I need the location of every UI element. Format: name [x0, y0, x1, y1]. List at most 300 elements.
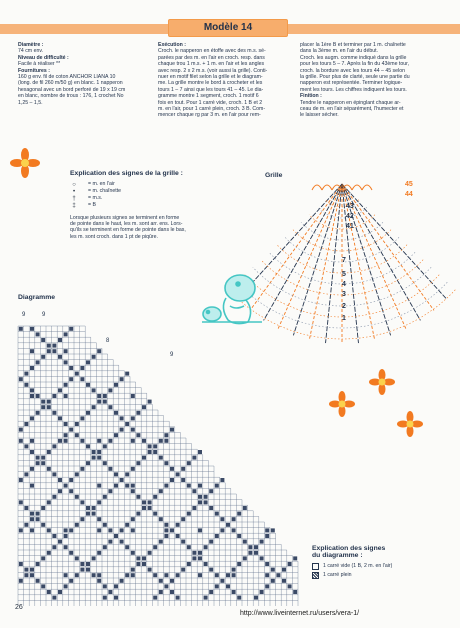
diagram-filled-square: [215, 584, 219, 588]
diagram-filled-square: [58, 590, 62, 594]
legend-note-line: les m. sont croch. dans 1 pt de piqûre.: [70, 233, 158, 240]
diagram-filled-square: [120, 416, 124, 420]
diagram-filled-square: [41, 556, 45, 560]
diagram-filled-square: [260, 556, 264, 560]
diagram-filled-square: [215, 534, 219, 538]
filet-diagram: [10, 308, 310, 608]
execution-line: mencer chaque rg par 3 m. en l'air pour rem-: [158, 112, 261, 119]
difficulty-label: Niveau de difficulté :: [18, 54, 69, 61]
diagram-filled-square: [64, 383, 68, 387]
dimensions-value: 74 cm env.: [18, 48, 43, 55]
diagram-filled-square: [232, 528, 236, 532]
diagram-filled-square: [131, 517, 135, 521]
diagram-filled-square: [108, 467, 112, 471]
diagram-filled-square: [36, 562, 40, 566]
diagram-filled-square: [271, 568, 275, 572]
diagram-filled-square: [232, 568, 236, 572]
diagram-filled-square: [265, 584, 269, 588]
supplies-text: [18, 74, 153, 106]
diagram-legend-heading-2: du diagramme :: [312, 552, 363, 559]
legend-empty-text: 1 carré vide (1 B, 2 m. en l'air): [323, 563, 393, 570]
diagram-filled-square: [153, 444, 157, 448]
diagram-filled-square: [64, 360, 68, 364]
diagram-filled-square: [293, 556, 297, 560]
diagram-filled-square: [52, 444, 56, 448]
diagram-filled-square: [271, 579, 275, 583]
diagram-filled-square: [41, 456, 45, 460]
diagram-filled-square: [120, 528, 124, 532]
diagram-filled-square: [187, 562, 191, 566]
grille-stitch-column: [264, 184, 342, 320]
diagram-top-mark: 8: [106, 338, 110, 344]
diagram-filled-square: [97, 517, 101, 521]
diagram-filled-square: [47, 590, 51, 594]
diagram-filled-square: [30, 416, 34, 420]
diagram-filled-square: [64, 573, 68, 577]
diagram-filled-square: [75, 523, 79, 527]
diagram-filled-square: [148, 450, 152, 454]
diagram-filled-square: [170, 579, 174, 583]
diagram-filled-square: [125, 545, 129, 549]
flower-decoration-icon: [328, 390, 356, 418]
diagram-filled-square: [86, 461, 90, 465]
diagram-top-mark: 9: [42, 312, 46, 318]
diagram-filled-square: [52, 534, 56, 538]
diagram-filled-square: [215, 484, 219, 488]
stitch-symbol-text: = m.s.: [88, 195, 103, 202]
diagram-filled-square: [125, 472, 129, 476]
diagram-filled-square: [125, 573, 129, 577]
diagram-filled-square: [97, 456, 101, 460]
diagram-filled-square: [24, 506, 28, 510]
diagram-filled-square: [181, 517, 185, 521]
diagram-filled-square: [220, 579, 224, 583]
execution-line: avec resp. 2 x 2 m.s. (voir aussi la grille). Conti-: [158, 67, 268, 74]
finishing-line: ceau de m. en l'air séparément, l'humecter et: [300, 106, 404, 113]
diagram-filled-square: [64, 349, 68, 353]
grid-legend-row: [66, 195, 245, 202]
diagram-filled-square: [103, 461, 107, 465]
diagram-filled-square: [36, 360, 40, 364]
execution-line: chaque trou 1 m.s. + 1 m. en l'air et les angles: [158, 61, 265, 68]
diagram-filled-square: [164, 433, 168, 437]
diagram-filled-square: [136, 461, 140, 465]
diagram-filled-square: [198, 500, 202, 504]
diagram-filled-square: [52, 545, 56, 549]
diagram-filled-square: [288, 584, 292, 588]
diagram-filled-square: [58, 478, 62, 482]
diagram-filled-square: [243, 506, 247, 510]
diagram-filled-square: [103, 495, 107, 499]
diagram-filled-square: [198, 495, 202, 499]
source-url[interactable]: http://www.liveinternet.ru/users/vera-1/: [240, 610, 360, 617]
stitch-symbol-icon: •: [72, 188, 76, 195]
diagram-filled-square: [92, 405, 96, 409]
diagram-filled-square: [192, 556, 196, 560]
diagram-filled-square: [131, 428, 135, 432]
stitch-symbol-icon: ‡: [72, 202, 76, 209]
page-number: 26: [15, 604, 23, 611]
diagram-filled-square: [69, 551, 73, 555]
grille-round-label: 1: [342, 315, 346, 322]
diagram-filled-square: [97, 349, 101, 353]
diagram-filled-square: [248, 551, 252, 555]
diagram-filled-square: [36, 512, 40, 516]
diagram-filled-square: [24, 573, 28, 577]
diagram-filled-square: [131, 439, 135, 443]
diagram-filled-square: [204, 562, 208, 566]
finishing-line: Tendre le napperon en épinglant chaque ar-: [300, 99, 401, 106]
diagram-filled-square: [64, 534, 68, 538]
diagram-filled-square: [114, 472, 118, 476]
diagram-filled-square: [271, 528, 275, 532]
diagram-filled-square: [24, 568, 28, 572]
diagram-filled-square: [47, 400, 51, 404]
diagram-filled-square: [170, 467, 174, 471]
diagram-filled-square: [108, 439, 112, 443]
right-column: [300, 42, 450, 119]
diagram-filled-square: [30, 450, 34, 454]
execution-line: tours 1 – 7 ainsi que les tours 41 – 45. Le dia-: [158, 86, 264, 93]
diagram-filled-square: [265, 573, 269, 577]
diagram-filled-square: [24, 372, 28, 376]
grille-label: Grille: [265, 172, 283, 179]
diagram-filled-square: [159, 590, 163, 594]
diagram-filled-square: [97, 484, 101, 488]
execution-line: Croch. les augm. comme indiqué dans la grille: [300, 54, 407, 61]
diagram-filled-square: [92, 556, 96, 560]
diagram-filled-square: [136, 495, 140, 499]
diagram-filled-square: [125, 523, 129, 527]
diagram-filled-square: [19, 377, 23, 381]
diagram-filled-square: [80, 377, 84, 381]
diagram-filled-square: [24, 422, 28, 426]
diagram-filled-square: [170, 478, 174, 482]
diagram-filled-square: [19, 562, 23, 566]
diagram-filled-square: [215, 573, 219, 577]
diagram-filled-square: [97, 528, 101, 532]
diagram-filled-square: [30, 327, 34, 331]
diagram-filled-square: [248, 545, 252, 549]
execution-line: fois en tout. Pour 1 carré vide, croch. 1 B et 2: [158, 99, 263, 106]
diagram-filled-square: [103, 394, 107, 398]
diagram-filled-square: [30, 366, 34, 370]
diagram-filled-square: [69, 366, 73, 370]
diagram-filled-square: [75, 372, 79, 376]
diagram-filled-square: [265, 528, 269, 532]
diagram-filled-square: [75, 573, 79, 577]
diagram-filled-square: [41, 400, 45, 404]
diagram-filled-square: [36, 394, 40, 398]
diagram-filled-square: [97, 439, 101, 443]
diagram-filled-square: [30, 349, 34, 353]
diagram-filled-square: [36, 332, 40, 336]
diagram-filled-square: [120, 478, 124, 482]
diagram-filled-square: [282, 568, 286, 572]
diagram-filled-square: [86, 506, 90, 510]
diagram-filled-square: [52, 495, 56, 499]
diagram-filled-square: [131, 573, 135, 577]
diagram-filled-square: [131, 551, 135, 555]
finishing-line: le laisser sécher.: [300, 112, 339, 119]
diagram-filled-square: [187, 512, 191, 516]
filled-square-icon: [312, 572, 319, 579]
diagram-filled-square: [131, 484, 135, 488]
diagram-filled-square: [47, 450, 51, 454]
diagram-label: Diagramme: [18, 294, 56, 301]
diagram-filled-square: [254, 596, 258, 600]
diagram-filled-square: [159, 489, 163, 493]
diagram-filled-square: [114, 534, 118, 538]
diagram-filled-square: [69, 327, 73, 331]
stitch-symbol-text: = m. chaînette: [88, 188, 122, 195]
diagram-filled-square: [164, 534, 168, 538]
finishing-text: [300, 100, 450, 119]
stitch-symbol-text: = B: [88, 202, 96, 209]
diagram-filled-square: [97, 500, 101, 504]
diagram-filled-square: [114, 484, 118, 488]
diagram-filled-square: [103, 400, 107, 404]
diagram-filled-square: [232, 573, 236, 577]
diagram-filled-square: [198, 484, 202, 488]
diagram-filled-square: [159, 579, 163, 583]
diagram-filled-square: [69, 528, 73, 532]
diagram-filled-square: [30, 528, 34, 532]
diagram-legend: [312, 545, 452, 579]
diagram-filled-square: [159, 517, 163, 521]
diagram-filled-square: [58, 388, 62, 392]
legend-item-empty: [312, 563, 452, 570]
diagram-filled-square: [64, 439, 68, 443]
diagram-filled-square: [131, 489, 135, 493]
diagram-filled-square: [24, 523, 28, 527]
execution-line: placer la 1ère B et terminer par 1 m. chaînette: [300, 42, 406, 48]
diagram-filled-square: [164, 439, 168, 443]
diagram-filled-square: [92, 355, 96, 359]
diagram-filled-square: [52, 344, 56, 348]
execution-line: m. en l'air, pour 1 carré plein, croch. 3 B. Com-: [158, 106, 266, 113]
diagram-filled-square: [52, 349, 56, 353]
diagram-filled-square: [176, 596, 180, 600]
diagram-filled-square: [209, 489, 213, 493]
diagram-filled-square: [159, 439, 163, 443]
diagram-filled-square: [243, 540, 247, 544]
diagram-filled-square: [64, 545, 68, 549]
diagram-filled-square: [30, 388, 34, 392]
diagram-filled-square: [24, 472, 28, 476]
diagram-filled-square: [75, 422, 79, 426]
diagram-filled-square: [36, 411, 40, 415]
grille-round-label: 5: [342, 271, 346, 278]
diagram-top-mark: 9: [170, 352, 174, 358]
supplies-line: hexagonal avec un bord perforé de 19 x 19 cm: [18, 86, 126, 93]
execution-line: napperon est représentée. Terminer logique-: [300, 80, 403, 87]
execution-line: Croch. le napperon en étoffe avec des m.s. sé-: [158, 48, 266, 55]
legend-item-filled: [312, 572, 452, 579]
diagram-filled-square: [226, 523, 230, 527]
execution-line: pour les tours 5 – 7. Après la fin du 43ème tour,: [300, 61, 410, 68]
diagram-filled-square: [136, 411, 140, 415]
middle-column: [158, 42, 300, 119]
diagram-filled-square: [103, 444, 107, 448]
diagram-filled-square: [47, 349, 51, 353]
diagram-filled-square: [36, 461, 40, 465]
stitch-symbol-text: = m. en l'air: [88, 181, 115, 188]
diagram-filled-square: [24, 383, 28, 387]
flower-decoration-icon: [368, 368, 396, 396]
diagram-filled-square: [181, 478, 185, 482]
diagram-filled-square: [125, 372, 129, 376]
diagram-filled-square: [153, 545, 157, 549]
diagram-filled-square: [80, 517, 84, 521]
diagram-filled-square: [260, 540, 264, 544]
grid-legend-note: [70, 215, 245, 240]
diagram-filled-square: [58, 355, 62, 359]
diagram-filled-square: [97, 573, 101, 577]
diagram-filled-square: [41, 461, 45, 465]
grille-round-label: 42: [346, 213, 354, 220]
diagram-filled-square: [232, 590, 236, 594]
diagram-filled-square: [30, 439, 34, 443]
diagram-filled-square: [30, 568, 34, 572]
diagram-filled-square: [19, 428, 23, 432]
diagram-filled-square: [120, 428, 124, 432]
diagram-filled-square: [142, 506, 146, 510]
diagram-filled-square: [47, 405, 51, 409]
diagram-filled-square: [209, 540, 213, 544]
diagram-filled-square: [209, 568, 213, 572]
diagram-filled-square: [153, 596, 157, 600]
diagram-filled-square: [170, 428, 174, 432]
diagram-filled-square: [237, 596, 241, 600]
diagram-filled-square: [226, 573, 230, 577]
diagram-filled-square: [164, 484, 168, 488]
diagram-filled-square: [97, 394, 101, 398]
diagram-filled-square: [148, 568, 152, 572]
diagram-filled-square: [142, 562, 146, 566]
diagram-filled-square: [58, 489, 62, 493]
diagram-filled-square: [19, 439, 23, 443]
grille-round-label: 3: [342, 291, 346, 298]
diagram-filled-square: [97, 579, 101, 583]
diagram-filled-square: [19, 528, 23, 532]
diagram-filled-square: [97, 400, 101, 404]
grille-border-scallop: [362, 185, 372, 190]
diagram-filled-square: [148, 444, 152, 448]
diagram-filled-square: [64, 528, 68, 532]
diagram-filled-square: [41, 405, 45, 409]
diagram-filled-square: [148, 506, 152, 510]
diagram-filled-square: [153, 450, 157, 454]
diagram-filled-square: [237, 512, 241, 516]
diagram-filled-square: [92, 450, 96, 454]
legend-note-line: Lorsque plusieurs signes se terminent en forme: [70, 215, 180, 221]
supplies-label: Fournitures :: [18, 67, 50, 74]
diagram-filled-square: [80, 366, 84, 370]
diagram-filled-square: [69, 428, 73, 432]
diagram-filled-square: [58, 338, 62, 342]
difficulty-value: Facile à réaliser **: [18, 61, 61, 68]
grid-legend-row: [66, 188, 245, 195]
diagram-filled-square: [75, 556, 79, 560]
flower-decoration-icon: [396, 410, 424, 438]
grille-round-label: 2: [342, 303, 346, 310]
execution-line: ment les tours. Les chiffres indiquent les tours.: [300, 86, 407, 93]
diagram-filled-square: [120, 377, 124, 381]
diagram-filled-square: [114, 411, 118, 415]
diagram-filled-square: [103, 584, 107, 588]
grid-legend-row: [66, 181, 245, 188]
grille-stitch-column: [309, 184, 342, 340]
diagram-filled-square: [120, 540, 124, 544]
diagram-filled-square: [30, 394, 34, 398]
execution-continued-text: [300, 42, 450, 93]
legend-note-line: de pointe dans le haut, les m. sont arr. ens. Lors-: [70, 221, 183, 228]
diagram-filled-square: [92, 573, 96, 577]
diagram-filled-square: [103, 523, 107, 527]
diagram-filled-square: [237, 534, 241, 538]
diagram-filled-square: [64, 422, 68, 426]
legend-note-line: qu'ils se terminent en forme de pointe dans le bas,: [70, 227, 186, 234]
diagram-filled-square: [47, 467, 51, 471]
diagram-filled-square: [181, 467, 185, 471]
diagram-filled-square: [80, 500, 84, 504]
diagram-filled-square: [153, 512, 157, 516]
diagram-filled-square: [142, 500, 146, 504]
diagram-filled-square: [198, 556, 202, 560]
diagram-filled-square: [52, 472, 56, 476]
grille-border-scallop: [312, 185, 322, 190]
diagram-filled-square: [131, 394, 135, 398]
diagram-filled-square: [192, 456, 196, 460]
dimensions-label: Diamètre :: [18, 42, 44, 48]
diagram-filled-square: [254, 545, 258, 549]
diagram-filled-square: [86, 562, 90, 566]
diagram-filled-square: [293, 590, 297, 594]
diagram-filled-square: [265, 562, 269, 566]
diagram-filled-square: [86, 568, 90, 572]
supplies-line: 160 g env. fil de coton ANCHOR LIANA 10: [18, 74, 116, 81]
grille-round-label: 43: [346, 203, 354, 210]
diagram-filled-square: [64, 332, 68, 336]
diagram-filled-square: [80, 467, 84, 471]
diagram-legend-heading-1: Explication des signes: [312, 545, 386, 552]
diagram-filled-square: [142, 439, 146, 443]
diagram-filled-square: [176, 523, 180, 527]
diagram-filled-square: [41, 523, 45, 527]
diagram-filled-square: [58, 540, 62, 544]
diagram-filled-square: [64, 433, 68, 437]
diagram-filled-square: [170, 590, 174, 594]
empty-square-icon: [312, 563, 319, 570]
diagram-filled-square: [220, 528, 224, 532]
execution-line: nuer en motif filet selon la grille et le diagram-: [158, 74, 263, 81]
diagram-filled-square: [19, 327, 23, 331]
diagram-filled-square: [159, 540, 163, 544]
diagram-filled-square: [164, 461, 168, 465]
diagram-filled-square: [265, 534, 269, 538]
execution-heading: Exécution :: [158, 42, 186, 48]
diagram-filled-square: [204, 596, 208, 600]
execution-line: dans la 3ème m. en l'air du début.: [300, 48, 378, 55]
diagram-filled-square: [164, 523, 168, 527]
stitch-symbol-icon: ○: [72, 181, 76, 188]
diagram-filled-square: [30, 484, 34, 488]
diagram-filled-square: [36, 579, 40, 583]
diagram-filled-square: [103, 596, 107, 600]
diagram-filled-square: [108, 388, 112, 392]
diagram-filled-square: [226, 584, 230, 588]
